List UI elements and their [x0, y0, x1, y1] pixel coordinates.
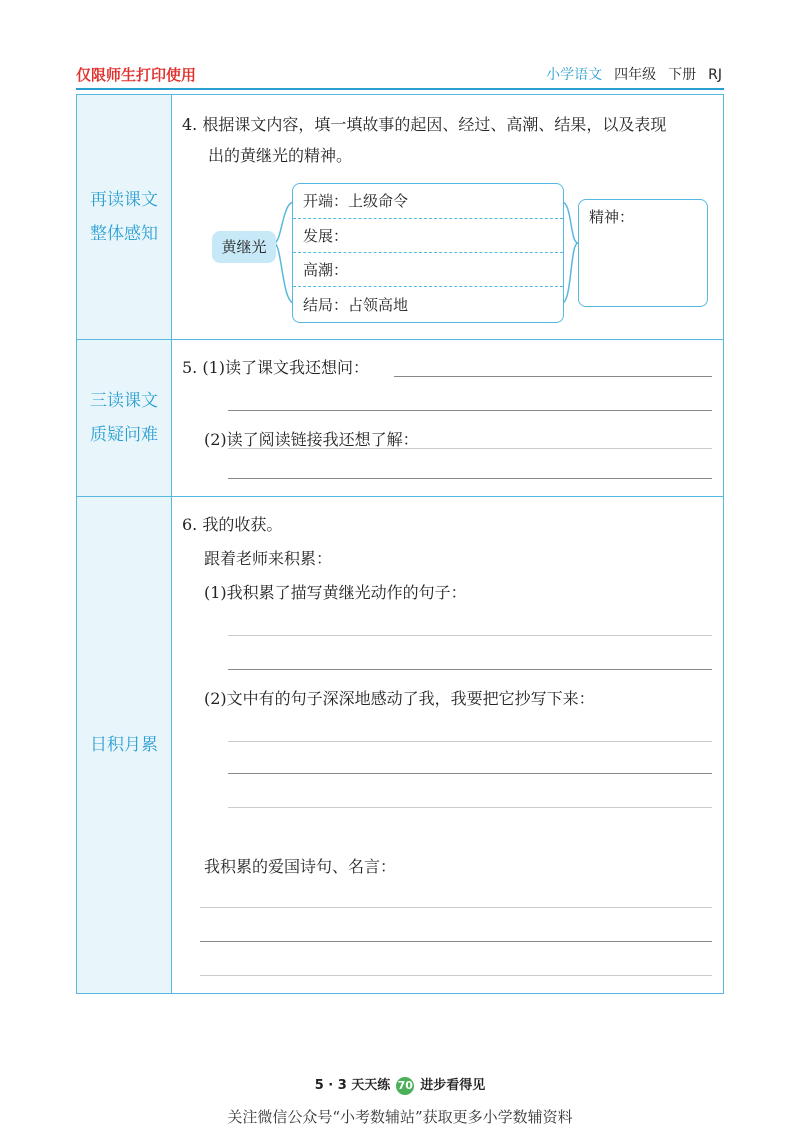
section-label-text: 三读课文	[90, 391, 158, 411]
stage-divider	[293, 218, 563, 219]
section-label-1	[77, 95, 172, 340]
page-number-badge: 70	[396, 1077, 414, 1095]
grade-label: 四年级	[614, 67, 657, 83]
stage-climax: 高潮：	[303, 261, 349, 279]
footer-slogan: 进步看得见	[420, 1078, 486, 1093]
question-6-part2: (2)文中有的句子深深地感动了我，我要把它抄写下来：	[204, 689, 595, 708]
section-label-3	[77, 497, 172, 994]
section-label-text: 日积月累	[90, 735, 158, 755]
question-6-intro: 跟着老师来积累：	[204, 549, 333, 568]
spirit-box	[578, 199, 708, 307]
question-4-text	[182, 109, 722, 171]
question-6-title: 6. 我的收获。	[182, 515, 283, 534]
worksheet-table	[76, 94, 724, 994]
question-6-part1: (1)我积累了描写黄继光动作的句子：	[204, 583, 467, 602]
question-text-line: 4. 根据课文内容，填一填故事的起因、经过、高潮、结果，以及表现	[182, 115, 667, 134]
stage-divider	[293, 252, 563, 253]
story-stages-box	[292, 183, 564, 323]
book-info	[546, 64, 722, 84]
answer-line[interactable]	[394, 376, 712, 377]
section-label-text: 再读课文	[90, 190, 158, 210]
question-5-part1: 5. (1)读了课文我还想问：	[182, 358, 370, 377]
answer-line[interactable]	[228, 669, 712, 670]
section-label-text: 整体感知	[90, 224, 158, 244]
answer-line[interactable]	[200, 941, 712, 942]
stage-beginning: 开端：上级命令	[303, 192, 409, 210]
answer-line[interactable]	[228, 635, 712, 636]
spirit-label: 精神：	[589, 208, 635, 226]
answer-line[interactable]	[228, 410, 712, 411]
question-text-line: 出的黄继光的精神。	[208, 146, 353, 165]
question-6-cell	[172, 497, 724, 994]
footer-series: 5 · 3 天天练	[314, 1078, 391, 1093]
volume-label: 下册	[668, 67, 697, 83]
stage-divider	[293, 286, 563, 287]
question-4-cell	[172, 95, 724, 340]
stage-ending: 结局：占领高地	[303, 296, 409, 314]
question-5-cell	[172, 340, 724, 497]
stage-development: 发展：	[303, 227, 349, 245]
center-node-huang-jiguang: 黄继光	[212, 231, 276, 263]
print-notice: 仅限师生打印使用	[76, 66, 197, 84]
subject-label: 小学语文	[546, 67, 603, 83]
answer-line[interactable]	[228, 807, 712, 808]
page-footer	[0, 1074, 800, 1095]
header-divider	[76, 88, 724, 90]
section-label-text: 质疑问难	[90, 425, 158, 445]
question-5-part2: (2)读了阅读链接我还想了解：	[204, 430, 419, 449]
question-6-part3: 我积累的爱国诗句、名言：	[204, 857, 397, 876]
watermark-text: 关注微信公众号“小考数辅站”获取更多小学数辅资料	[227, 1108, 573, 1126]
edition-label: RJ	[708, 67, 722, 83]
answer-line[interactable]	[228, 741, 712, 742]
answer-line[interactable]	[228, 773, 712, 774]
answer-line[interactable]	[228, 448, 712, 449]
answer-line[interactable]	[200, 907, 712, 908]
section-label-2	[77, 340, 172, 497]
answer-line[interactable]	[228, 478, 712, 479]
answer-line[interactable]	[200, 975, 712, 976]
